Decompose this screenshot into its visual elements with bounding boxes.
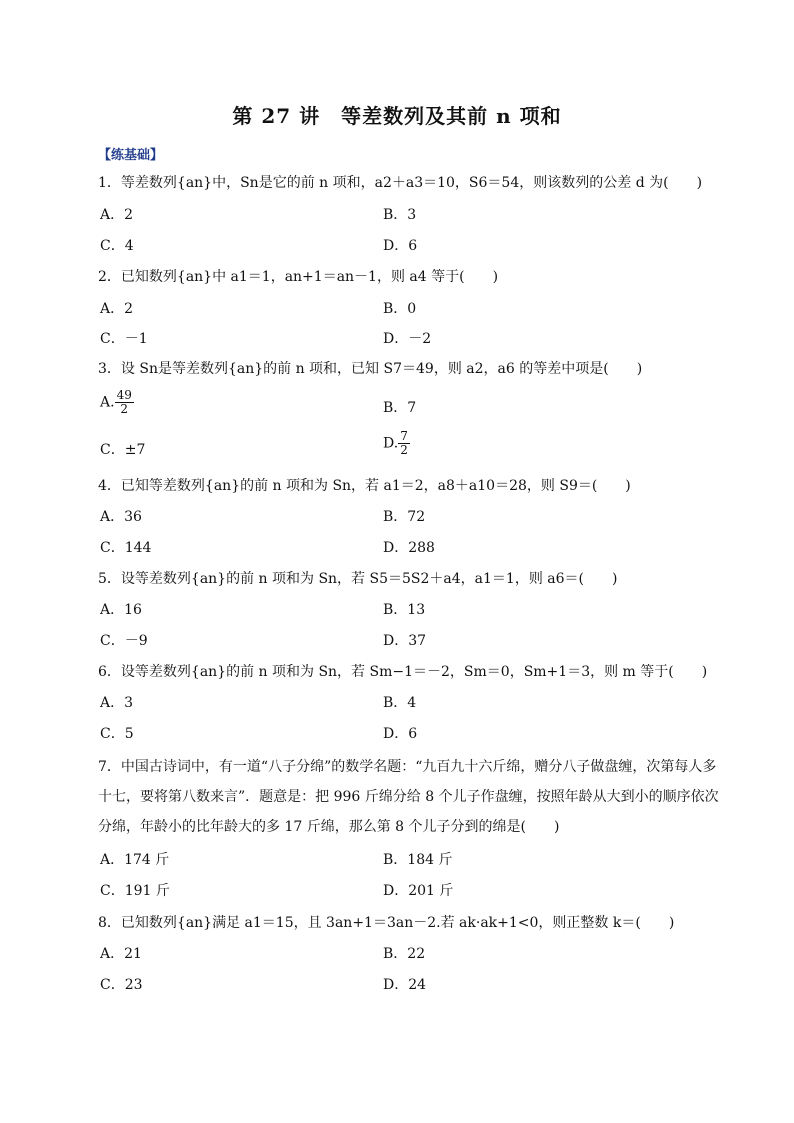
q6-option-a: A．3 — [100, 695, 134, 711]
question-3: 3．设 Sn是等差数列{an}的前 n 项和，已知 S7＝49，则 a2，a6 的等差中项是( ) — [98, 361, 643, 377]
question-8: 8．已知数列{an}满足 a1＝15，且 3an+1＝3an－2.若 ak·ak+1<0，则正整数 k＝( ) — [98, 915, 675, 931]
section-label: 【练基础】 — [98, 148, 164, 163]
q5-option-b: B．13 — [383, 602, 426, 618]
question-4: 4．已知等差数列{an}的前 n 项和为 Sn，若 a1＝2，a8＋a10＝28，则 S9＝( ) — [98, 478, 631, 494]
q3-option-d-label: D. — [383, 435, 399, 452]
q7-option-b: B．184 斤 — [383, 852, 453, 868]
question-7: 7．中国古诗词中，有一道“八子分绵”的数学名题：“九百九十六斤绵，赠分八子做盘缠，次第每人多十七，要将第八数来言”．题意是：把 996 斤绵分给 8 个儿子作盘缠，按照年龄从大到小的顺序依次分绵，年龄小的比年龄大的多 17 斤绵，那么第 8 个儿子分到的绵是( ) — [98, 759, 719, 835]
fraction-denominator: 2 — [400, 443, 408, 457]
q5-option-a: A．16 — [100, 602, 142, 618]
q2-option-a: A．2 — [100, 301, 134, 317]
q1-option-b: B．3 — [383, 207, 417, 223]
q8-option-a: A．21 — [100, 946, 142, 962]
question-2: 2．已知数列{an}中 a1＝1，an+1＝an－1，则 a4 等于( ) — [98, 269, 499, 285]
question-6: 6．设等差数列{an}的前 n 项和为 Sn，若 Sm−1＝－2，Sm＝0，Sm+1＝3，则 m 等于( ) — [98, 664, 708, 680]
q5-option-c: C．－9 — [100, 633, 148, 649]
fraction-numerator: 49 — [116, 388, 132, 402]
q3-option-c: C．±7 — [100, 442, 146, 458]
q2-option-c: C．－1 — [100, 331, 148, 347]
q3-option-a — [100, 389, 134, 416]
page-title: 第 27 讲 等差数列及其前 n 项和 — [232, 104, 562, 128]
q2-option-b: B．0 — [383, 301, 417, 317]
q3-option-d-fraction — [398, 430, 410, 457]
question-5: 5．设等差数列{an}的前 n 项和为 Sn，若 S5＝5S2＋a4，a1＝1，则 a6＝( ) — [98, 571, 618, 587]
q4-option-b: B．72 — [383, 509, 426, 525]
q3-option-a-fraction — [115, 389, 134, 416]
q3-option-b: B．7 — [383, 400, 417, 416]
q7-option-c: C．191 斤 — [100, 883, 170, 899]
q7-option-d: D．201 斤 — [383, 883, 454, 899]
q8-option-d: D．24 — [383, 977, 427, 993]
q4-option-c: C．144 — [100, 540, 152, 556]
fraction-denominator: 2 — [120, 402, 129, 416]
q1-option-a: A．2 — [100, 207, 134, 223]
q6-option-b: B．4 — [383, 695, 417, 711]
question-1: 1．等差数列{an}中，Sn是它的前 n 项和，a2＋a3＝10，S6＝54，则该数列的公差 d 为( ) — [98, 175, 703, 191]
q5-option-d: D．37 — [383, 633, 427, 649]
q3-option-d — [383, 430, 410, 457]
q1-option-c: C．4 — [100, 238, 134, 254]
q8-option-b: B．22 — [383, 946, 426, 962]
q6-option-c: C．5 — [100, 726, 134, 742]
q1-option-d: D．6 — [383, 238, 418, 254]
q7-option-a: A．174 斤 — [100, 852, 170, 868]
q2-option-d: D．－2 — [383, 331, 432, 347]
q4-option-d: D．288 — [383, 540, 435, 556]
q8-option-c: C．23 — [100, 977, 143, 993]
q3-option-a-label: A. — [100, 394, 115, 411]
fraction-numerator: 7 — [400, 429, 408, 443]
q4-option-a: A．36 — [100, 509, 142, 525]
q6-option-d: D．6 — [383, 726, 418, 742]
